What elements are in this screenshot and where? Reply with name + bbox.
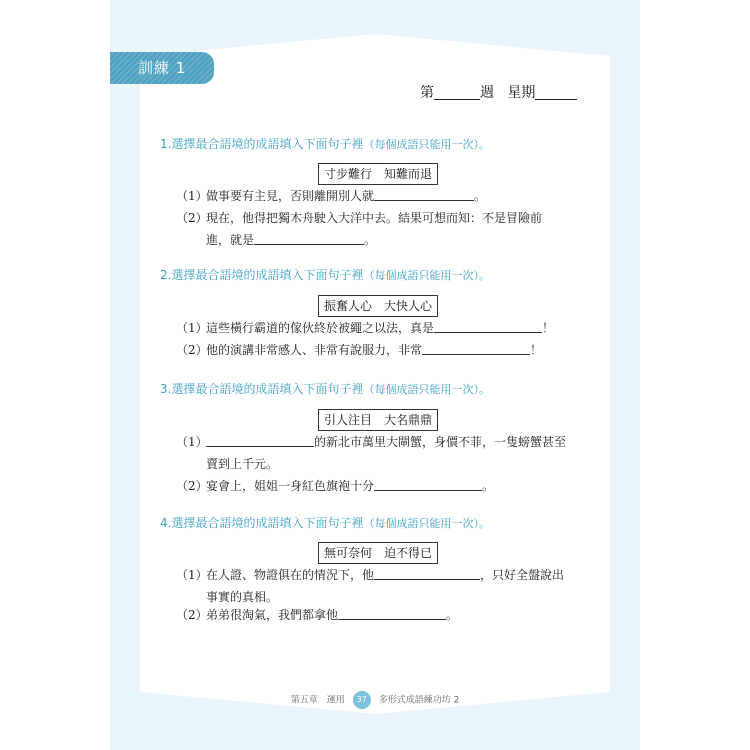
item-text: 這些橫行霸道的傢伙終於被繩之以法，真是 bbox=[206, 321, 435, 335]
item-text-end: 。 bbox=[474, 189, 487, 203]
answer-blank[interactable] bbox=[338, 607, 446, 620]
item-number: （1） bbox=[176, 568, 208, 582]
question-title-text: 1.選擇最合語境的成語填入下面句子裡 bbox=[160, 137, 364, 151]
answer-blank[interactable] bbox=[422, 342, 530, 355]
item-text: 做事要有主見，否則離開別人就 bbox=[206, 189, 375, 203]
week-prefix: 第 bbox=[420, 85, 434, 101]
item-text: 進，就是 bbox=[206, 233, 255, 247]
answer-blank[interactable] bbox=[434, 320, 542, 333]
training-tab bbox=[110, 52, 214, 84]
question-title-text: 2.選擇最合語境的成語填入下面句子裡 bbox=[160, 268, 364, 282]
question-3-title bbox=[160, 380, 490, 397]
footer-chapter: 第五章 運用 bbox=[290, 695, 345, 706]
week-middle: 週 bbox=[480, 85, 494, 101]
item-text-end: ！ bbox=[542, 321, 555, 335]
question-4-item-1 bbox=[176, 564, 564, 608]
item-number: （2） bbox=[176, 479, 208, 493]
answer-blank[interactable] bbox=[374, 188, 474, 201]
idiom-box-4: 無可奈何 迫不得已 bbox=[318, 542, 438, 564]
weekday-label: 星期 bbox=[507, 85, 536, 101]
item-number: （1） bbox=[176, 321, 208, 335]
question-2-item-2 bbox=[176, 339, 542, 361]
question-3-item-1 bbox=[176, 431, 566, 475]
training-tab-label: 訓練 1 bbox=[138, 59, 187, 77]
question-2-item-1 bbox=[176, 317, 554, 339]
item-number: （2） bbox=[176, 608, 208, 622]
item-continuation: 賣到上千元。 bbox=[206, 457, 279, 471]
question-note: （每個成語只能用一次）。 bbox=[363, 138, 490, 151]
item-text: ，只好全盤說出 bbox=[480, 568, 565, 582]
item-number: （1） bbox=[176, 189, 208, 203]
question-title-text: 3.選擇最合語境的成語填入下面句子裡 bbox=[160, 382, 364, 396]
answer-blank[interactable] bbox=[374, 567, 480, 580]
item-number: （1） bbox=[176, 435, 208, 449]
item-text: 的新北市萬里大閘蟹，身價不菲，一隻螃蟹甚至 bbox=[314, 435, 567, 449]
idiom-box-3: 引人注目 大名鼎鼎 bbox=[318, 409, 438, 431]
question-note: （每個成語只能用一次）。 bbox=[363, 383, 490, 396]
question-1-item-1 bbox=[176, 185, 486, 207]
item-text: 宴會上，姐姐一身紅色旗袍十分 bbox=[206, 479, 375, 493]
answer-blank[interactable] bbox=[254, 232, 364, 245]
idiom-box-2: 振奮人心 大快人心 bbox=[318, 295, 438, 317]
question-1-title bbox=[160, 135, 490, 152]
item-text: 現在，他得把獨木舟駛入大洋中去。結果可想而知：不是冒險前 bbox=[206, 211, 543, 225]
question-1-item-2 bbox=[176, 207, 542, 251]
page-footer bbox=[0, 691, 750, 709]
page-number: 37 bbox=[353, 691, 371, 709]
item-text-end: 。 bbox=[482, 479, 495, 493]
question-4-title bbox=[160, 514, 490, 531]
item-text: 在人證、物證俱在的情況下，他 bbox=[206, 568, 375, 582]
idiom-box-1: 寸步難行 知難而退 bbox=[318, 163, 438, 185]
item-text-end: ！ bbox=[530, 343, 543, 357]
item-continuation bbox=[176, 229, 542, 251]
week-field bbox=[420, 82, 577, 102]
question-4-item-2 bbox=[176, 604, 458, 626]
question-note: （每個成語只能用一次）。 bbox=[363, 517, 490, 530]
item-number: （2） bbox=[176, 211, 208, 225]
item-text-end: 。 bbox=[446, 608, 459, 622]
question-note: （每個成語只能用一次）。 bbox=[363, 269, 490, 282]
item-text: 弟弟很淘氣，我們都拿他 bbox=[206, 608, 339, 622]
answer-blank[interactable] bbox=[206, 434, 314, 447]
item-text: 他的演講非常感人、非常有說服力，非常 bbox=[206, 343, 423, 357]
question-title-text: 4.選擇最合語境的成語填入下面句子裡 bbox=[160, 516, 364, 530]
footer-section: 多形式成語練功坊 2 bbox=[378, 695, 460, 706]
answer-blank[interactable] bbox=[374, 478, 482, 491]
item-number: （2） bbox=[176, 343, 208, 357]
question-2-title bbox=[160, 266, 490, 283]
item-text-end: 。 bbox=[364, 233, 377, 247]
item-continuation: 事實的真相。 bbox=[206, 590, 279, 604]
weekday-blank[interactable] bbox=[535, 85, 577, 100]
week-number-blank[interactable] bbox=[434, 85, 480, 100]
question-3-item-2 bbox=[176, 475, 494, 497]
